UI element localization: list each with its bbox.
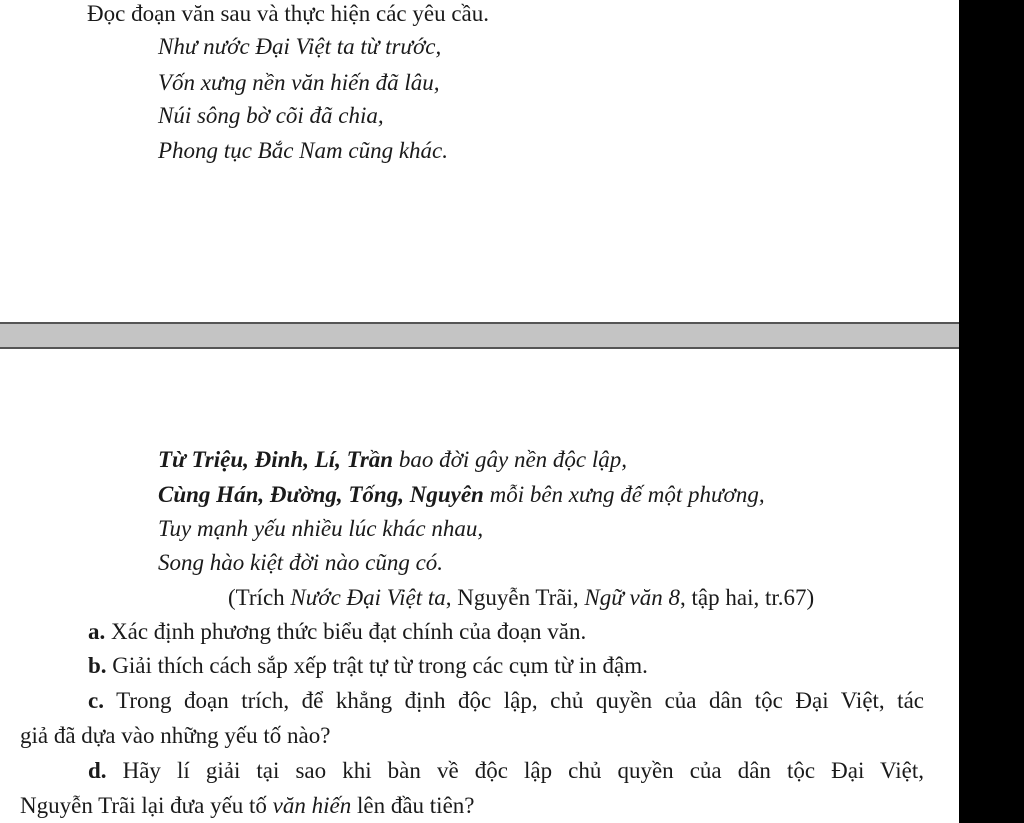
bold-phrase: Từ Triệu, Đinh, Lí, Trần: [158, 447, 394, 472]
poem-line-bold: [158, 481, 765, 509]
question-text-cont: Nguyễn Trãi lại đưa yếu tố: [20, 793, 273, 818]
instruction-text: Đọc đoạn văn sau và thực hiện các yêu cầu.: [87, 1, 490, 26]
poem-line-bold: [158, 446, 627, 474]
question-label: b.: [88, 653, 107, 678]
poem-line: Vốn xưng nền văn hiến đã lâu,: [158, 70, 440, 95]
poem-line: Như nước Đại Việt ta từ trước,: [158, 34, 442, 59]
question-d: [20, 757, 924, 820]
citation: [228, 584, 814, 612]
citation-book-title: Ngữ văn 8: [584, 585, 681, 610]
poem-line: Tuy mạnh yếu nhiều lúc khác nhau,: [158, 516, 484, 541]
poem-rest: mỗi bên xưng đế một phương,: [483, 482, 765, 507]
question-a: [88, 618, 586, 646]
citation-open: (Trích: [228, 585, 291, 610]
emphasis-term: văn hiến: [272, 793, 352, 818]
question-text: Giải thích cách sắp xếp trật tự từ trong các cụm từ in đậm.: [106, 653, 648, 678]
question-text-end: lên đầu tiên?: [351, 793, 475, 818]
question-label: a.: [88, 619, 106, 644]
right-black-margin: [959, 0, 1024, 823]
bold-phrase: Cùng Hán, Đường, Tống, Nguyên: [158, 482, 484, 507]
citation-rest: , tập hai, tr.67): [680, 585, 815, 610]
page-divider: [0, 322, 959, 349]
question-text: Trong đoạn trích, để khẳng định độc lập, chủ quyền của dân tộc Đại Việt, tác: [103, 688, 924, 713]
poem-line: Song hào kiệt đời nào cũng có.: [158, 550, 444, 575]
question-b: [88, 652, 648, 680]
question-label: d.: [88, 758, 107, 783]
question-label: c.: [88, 688, 104, 713]
question-c: [20, 687, 924, 750]
citation-author: , Nguyễn Trãi,: [445, 585, 585, 610]
poem-line: Núi sông bờ cõi đã chia,: [158, 103, 384, 128]
poem-rest: bao đời gây nền độc lập,: [393, 447, 628, 472]
question-text-cont: giả đã dựa vào những yếu tố nào?: [20, 723, 331, 748]
poem-line: Phong tục Bắc Nam cũng khác.: [158, 138, 448, 163]
question-text: Hãy lí giải tại sao khi bàn về độc lập chủ quyền của dân tộc Đại Việt,: [106, 758, 924, 783]
citation-work-title: Nước Đại Việt ta: [290, 585, 446, 610]
question-text: Xác định phương thức biểu đạt chính của đoạn văn.: [105, 619, 587, 644]
